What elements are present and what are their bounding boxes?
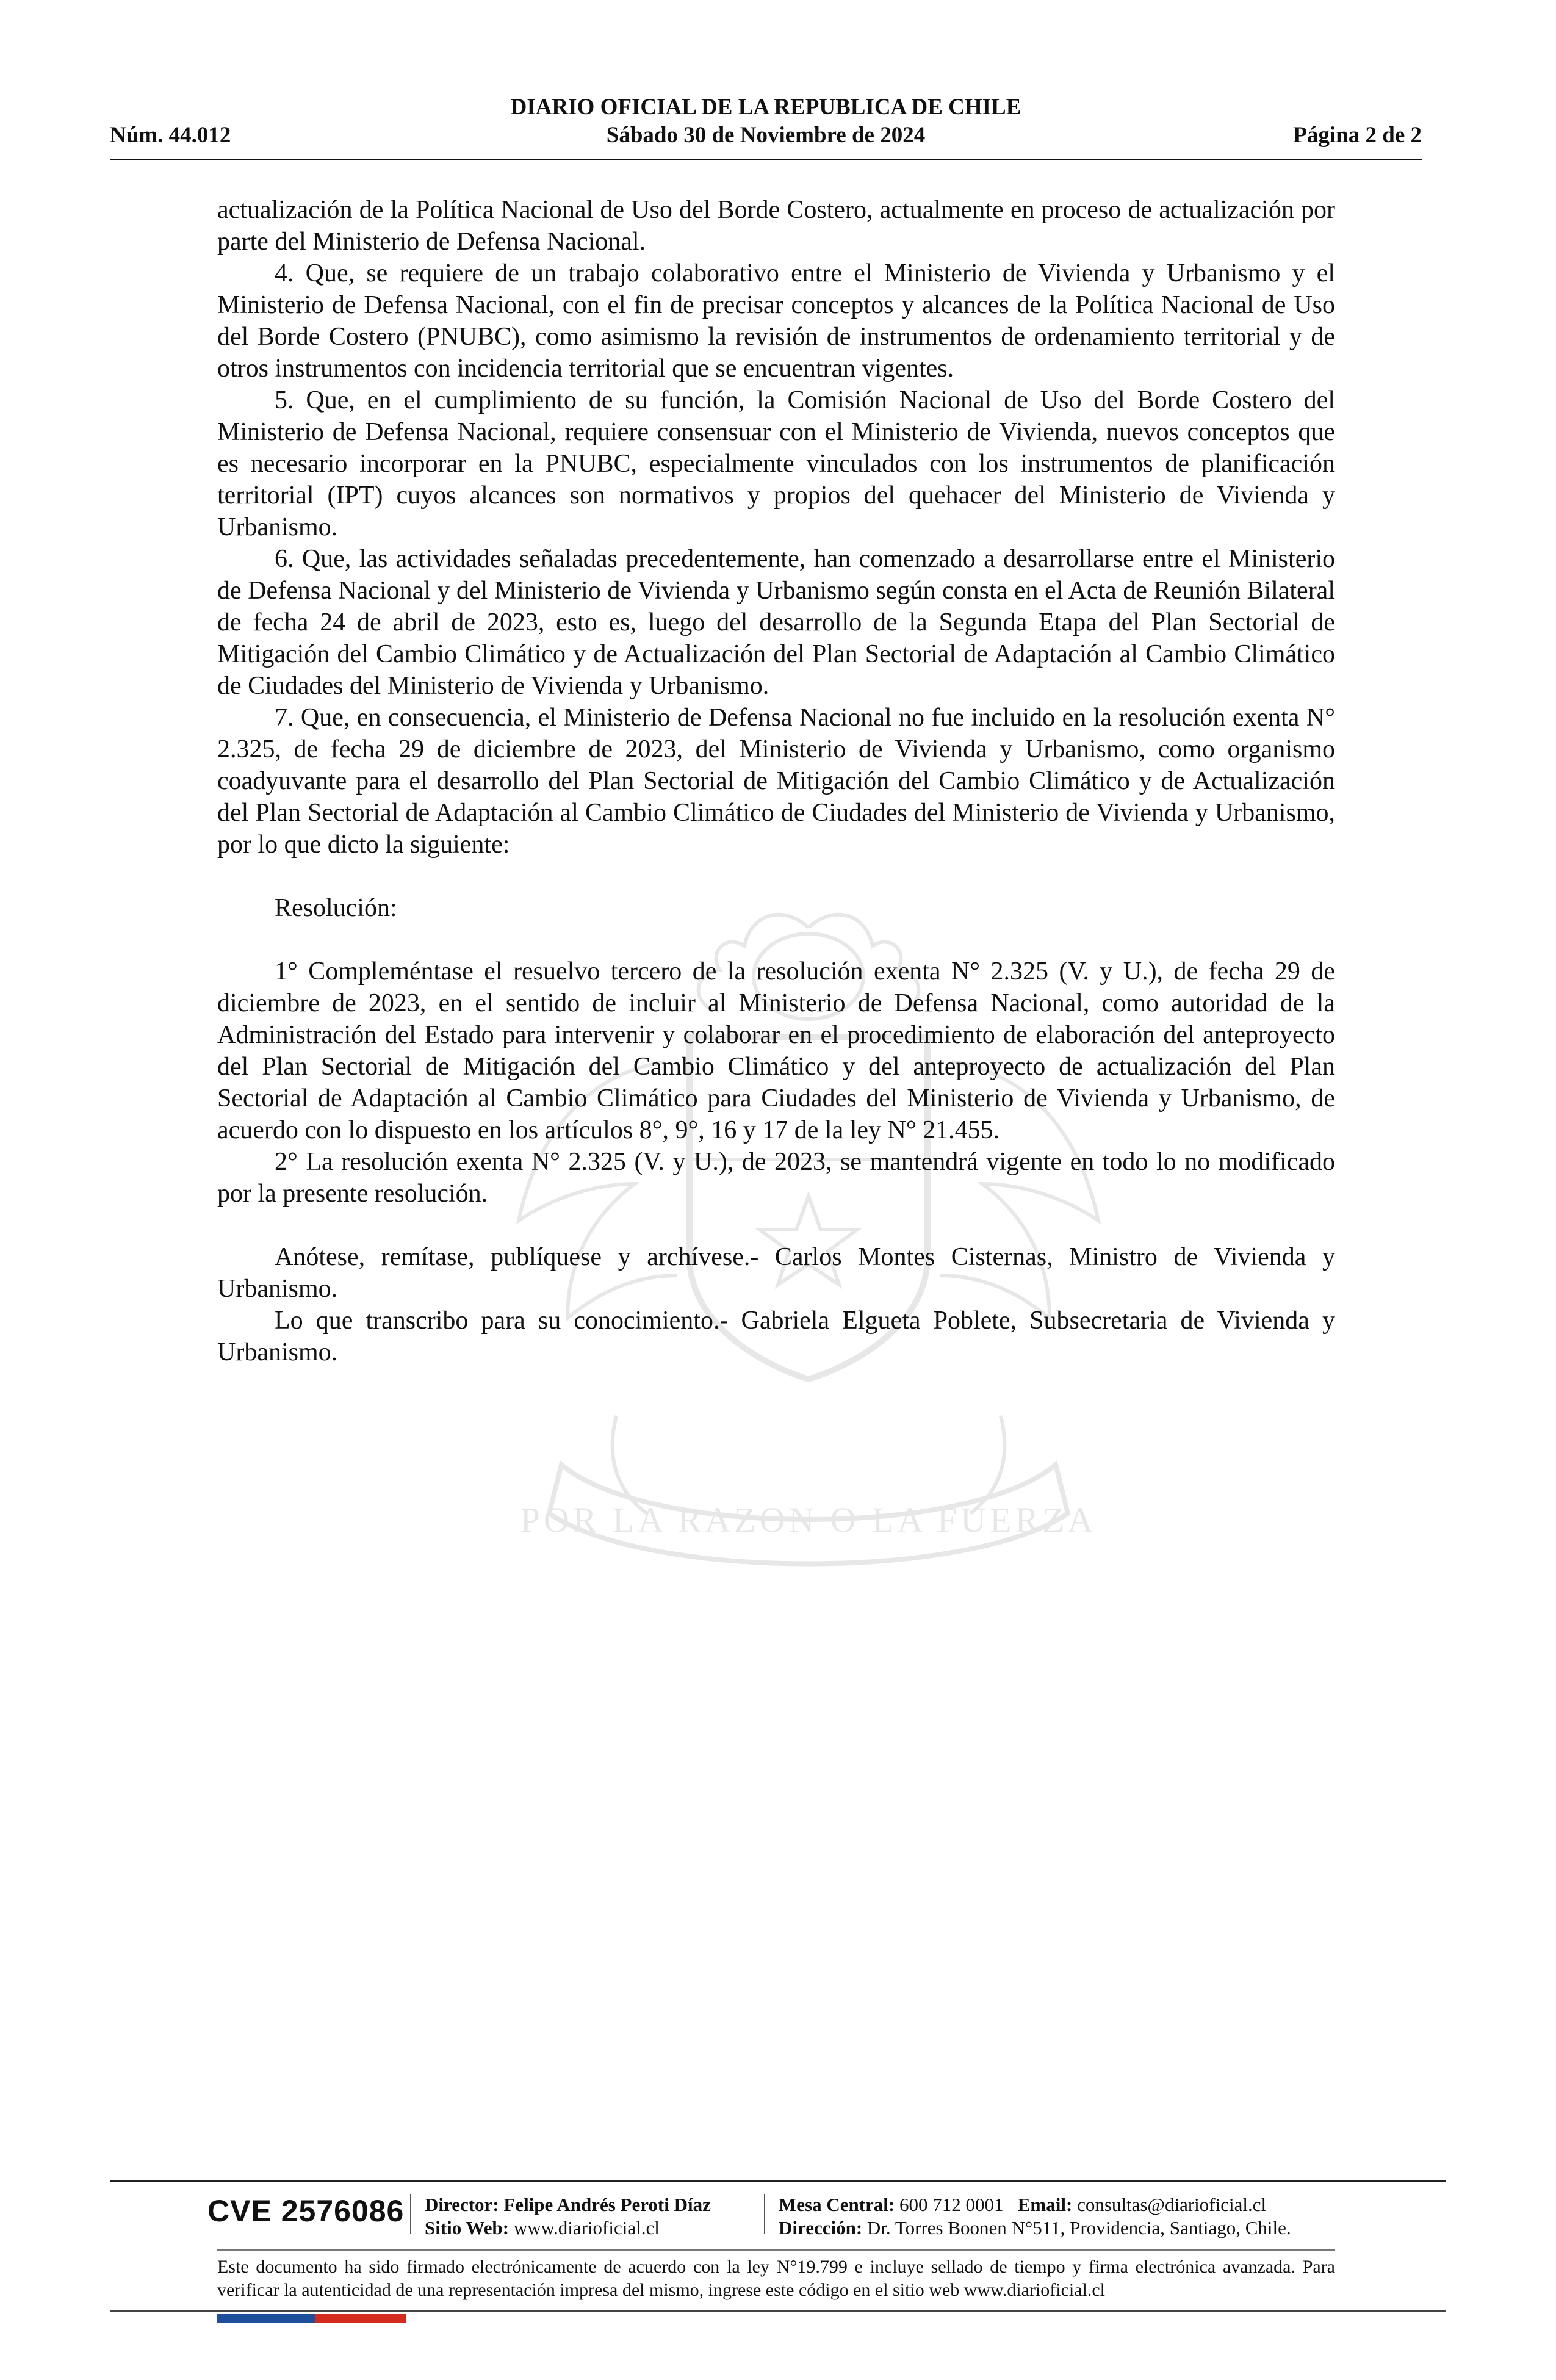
paragraph-resuelvo-2: 2° La resolución exenta N° 2.325 (V. y U.), de 2023, se mantendrá vigente en todo lo no modificado por la presente resolución. (217, 1148, 1335, 1208)
resolution-heading: Resolución: (275, 894, 397, 922)
footer-bottom-rule (110, 2310, 1446, 2312)
footer-director-block (425, 2193, 711, 2240)
page-header (110, 92, 1422, 160)
issue-number: Núm. 44.012 (110, 123, 231, 148)
issue-date: Sábado 30 de Noviembre de 2024 (606, 123, 926, 148)
director-name: Felipe Andrés Peroti Díaz (503, 2194, 711, 2215)
mesa-label: Mesa Central: (779, 2194, 895, 2215)
newspaper-title: DIARIO OFICIAL DE LA REPUBLICA DE CHILE (510, 95, 1021, 120)
paragraph-considerando-5: 5. Que, en el cumplimiento de su función, la Comisión Nacional de Uso del Borde Costero del Ministerio de Defensa Nacional, requiere consensuar con el Ministerio de Vivienda, nuevos conceptos que es necesario incorporar en la PNUBC, especialmente vinculados con los instrumentos de planificación territorial (IPT) cuyos alcances son normativos y propios del quehacer del Ministerio de Vivienda y Urbanismo. (217, 386, 1335, 541)
footer-divider (764, 2194, 765, 2234)
address: Dr. Torres Boonen N°511, Providencia, Santiago, Chile. (866, 2217, 1291, 2238)
site-url[interactable]: www.diarioficial.cl (513, 2217, 660, 2238)
seal-motto: POR LA RAZON O LA FUERZA (520, 1500, 1097, 1540)
footer-contact-block (779, 2193, 1291, 2240)
address-label: Dirección: (779, 2217, 863, 2238)
document-body (217, 194, 1335, 1368)
footer-top-rule (110, 2180, 1446, 2182)
footer-divider (410, 2194, 411, 2234)
email-address[interactable]: consultas@diarioficial.cl (1077, 2194, 1267, 2215)
paragraph-continuation: actualización de la Política Nacional de Uso del Borde Costero, actualmente en proceso de actualización por parte del Ministerio de Defensa Nacional. (217, 196, 1335, 256)
paragraph-considerando-6: 6. Que, las actividades señaladas precedentemente, han comenzado a desarrollarse entre el Ministerio de Defensa Nacional y del Ministerio de Vivienda y Urbanismo según consta en el Acta de Reunión Bilateral de fecha 24 de abril de 2023, esto es, luego del desarrollo de la Segunda Etapa del Plan Sectorial de Mitigación del Cambio Climático y de Actualización del Plan Sectorial de Adaptación al Cambio Climático de Ciudades del Ministerio de Vivienda y Urbanismo. (217, 545, 1335, 700)
paragraph-considerando-4: 4. Que, se requiere de un trabajo colaborativo entre el Ministerio de Vivienda y Urbanismo y el Ministerio de Defensa Nacional, con el fin de precisar conceptos y alcances de la Política Nacional de Uso del Borde Costero (PNUBC), como asimismo la revisión de instrumentos de ordenamiento territorial y de otros instrumentos con incidencia territorial que se encuentran vigentes. (217, 259, 1335, 383)
email-label: Email: (1017, 2194, 1073, 2215)
paragraph-resuelvo-1: 1° Compleméntase el resuelvo tercero de la resolución exenta N° 2.325 (V. y U.), de fecha 29 de diciembre de 2023, en el sentido de incluir al Ministerio de Defensa Nacional, como autoridad de la Administración del Estado para intervenir y colaborar en el procedimiento de elaboración del anteproyecto del Plan Sectorial de Mitigación del Cambio Climático y del anteproyecto de actualización del Plan Sectorial de Adaptación al Cambio Climático para Ciudades del Ministerio de Vivienda y Urbanismo, de acuerdo con lo dispuesto en los artículos 8°, 9°, 16 y 17 de la ley N° 21.455. (217, 957, 1335, 1144)
cve-code: CVE 2576086 (207, 2194, 405, 2228)
director-label: Director: (425, 2194, 499, 2215)
paragraph-considerando-7: 7. Que, en consecuencia, el Ministerio de Defensa Nacional no fue incluido en la resolución exenta N° 2.325, de fecha 29 de diciembre de 2023, del Ministerio de Vivienda y Urbanismo, como organismo coadyuvante para el desarrollo del Plan Sectorial de Mitigación del Cambio Climático y de Actualización del Plan Sectorial de Adaptación al Cambio Climático de Ciudades del Ministerio de Vivienda y Urbanismo, por lo que dicto la siguiente: (217, 704, 1335, 859)
paragraph-signature: Anótese, remítase, publíquese y archívese.- Carlos Montes Cisternas, Ministro de Vivienda y Urbanismo. (217, 1243, 1335, 1303)
page-number: Página 2 de 2 (1293, 123, 1422, 148)
legal-notice: Este documento ha sido firmado electrónicamente de acuerdo con la ley N°19.799 e incluye sellado de tiempo y firma electrónica avanzada. Para verificar la autenticidad de una representación impresa del mismo, ingrese este código en el sitio web www.diarioficial.cl (217, 2257, 1335, 2300)
footer-separator (217, 2249, 1335, 2251)
paragraph-transcription: Lo que transcribo para su conocimiento.- Gabriela Elgueta Poblete, Subsecretaria de Vivienda y Urbanismo. (217, 1307, 1335, 1366)
flag-stripe-blue (217, 2314, 315, 2323)
mesa-phone: 600 712 0001 (899, 2194, 1004, 2215)
flag-stripe-red (315, 2314, 406, 2323)
site-label: Sitio Web: (425, 2217, 510, 2238)
